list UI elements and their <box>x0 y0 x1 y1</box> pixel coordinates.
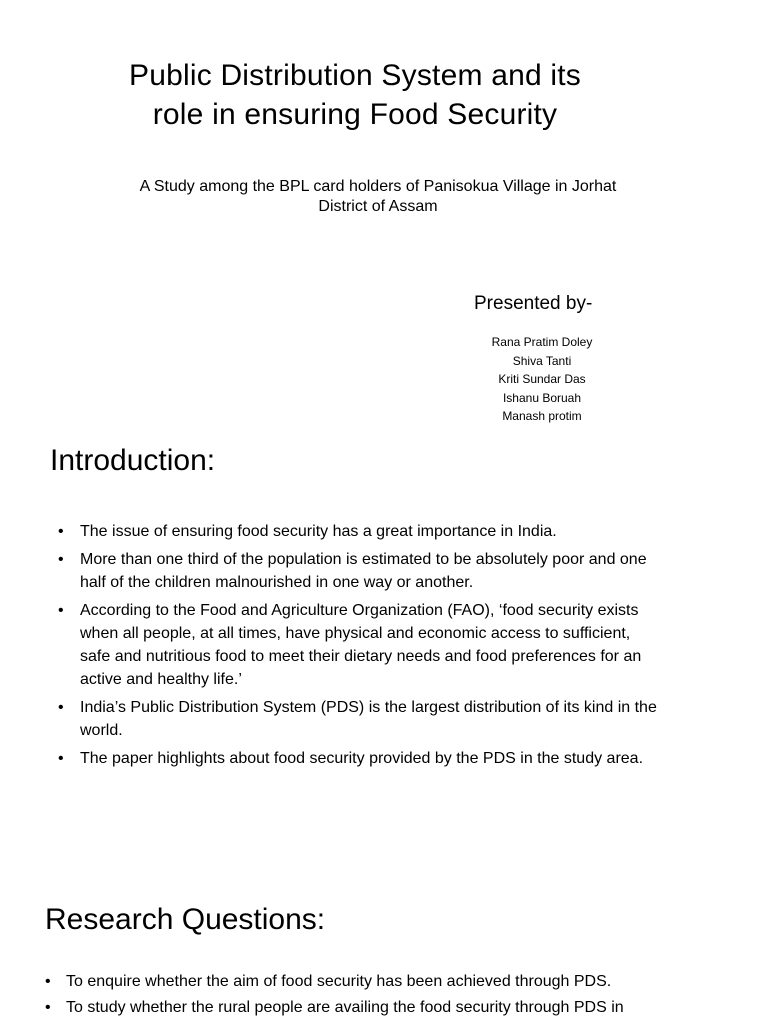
author-name: Kriti Sundar Das <box>498 372 586 386</box>
introduction-bullet-list <box>58 520 658 775</box>
research-question-bullet <box>45 970 745 993</box>
introduction-bullet <box>58 599 658 691</box>
bullet-text: The paper highlights about food security provided by the PDS in the study area. <box>80 750 644 767</box>
bullet-icon: • <box>58 750 64 767</box>
bullet-icon: • <box>45 973 51 990</box>
author-name: Rana Pratim Doley <box>491 335 593 349</box>
bullet-icon: • <box>45 999 51 1016</box>
title-line: Public Distribution System and its <box>129 59 581 92</box>
introduction-bullet <box>58 520 658 543</box>
introduction-bullet <box>58 696 658 742</box>
title-line: role in ensuring Food Security <box>152 98 558 131</box>
bullet-text: According to the Food and Agriculture Organization (FAO), ‘food security exists when all people, at all times, have physical and economic access to sufficient, safe and nutritious food to meet their dietary needs and food preferences for an active and healthy life.’ <box>80 602 642 688</box>
subtitle-line: District of Assam <box>318 198 438 215</box>
introduction-bullet <box>58 747 658 770</box>
bullet-text: More than one third of the population is estimated to be absolutely poor and one half of the children malnourished in one way or another. <box>80 551 647 591</box>
presented-by-label: Presented by- <box>474 293 593 314</box>
introduction-heading: Introduction: <box>50 444 216 477</box>
subtitle-line: A Study among the BPL card holders of Panisokua Village in Jorhat <box>139 178 617 195</box>
bullet-text: India’s Public Distribution System (PDS) is the largest distribution of its kind in the world. <box>80 699 657 739</box>
bullet-icon: • <box>58 523 64 540</box>
document-title <box>40 56 670 134</box>
research-questions-bullet-list <box>45 970 745 1022</box>
author-name: Shiva Tanti <box>512 353 572 368</box>
bullet-text: To study whether the rural people are availing the food security through PDS in <box>66 999 624 1016</box>
research-question-bullet <box>45 996 745 1019</box>
bullet-icon: • <box>58 551 64 568</box>
author-list <box>452 333 632 426</box>
author-name: Manash protim <box>502 409 582 423</box>
research-questions-heading: Research Questions: <box>45 903 326 936</box>
bullet-text: The issue of ensuring food security has a great importance in India. <box>80 523 557 540</box>
bullet-icon: • <box>58 602 64 619</box>
introduction-bullet <box>58 548 658 594</box>
document-subtitle <box>60 177 696 217</box>
bullet-text: To enquire whether the aim of food security has been achieved through PDS. <box>66 973 612 990</box>
author-name: Ishanu Boruah <box>502 390 582 405</box>
bullet-icon: • <box>58 699 64 716</box>
